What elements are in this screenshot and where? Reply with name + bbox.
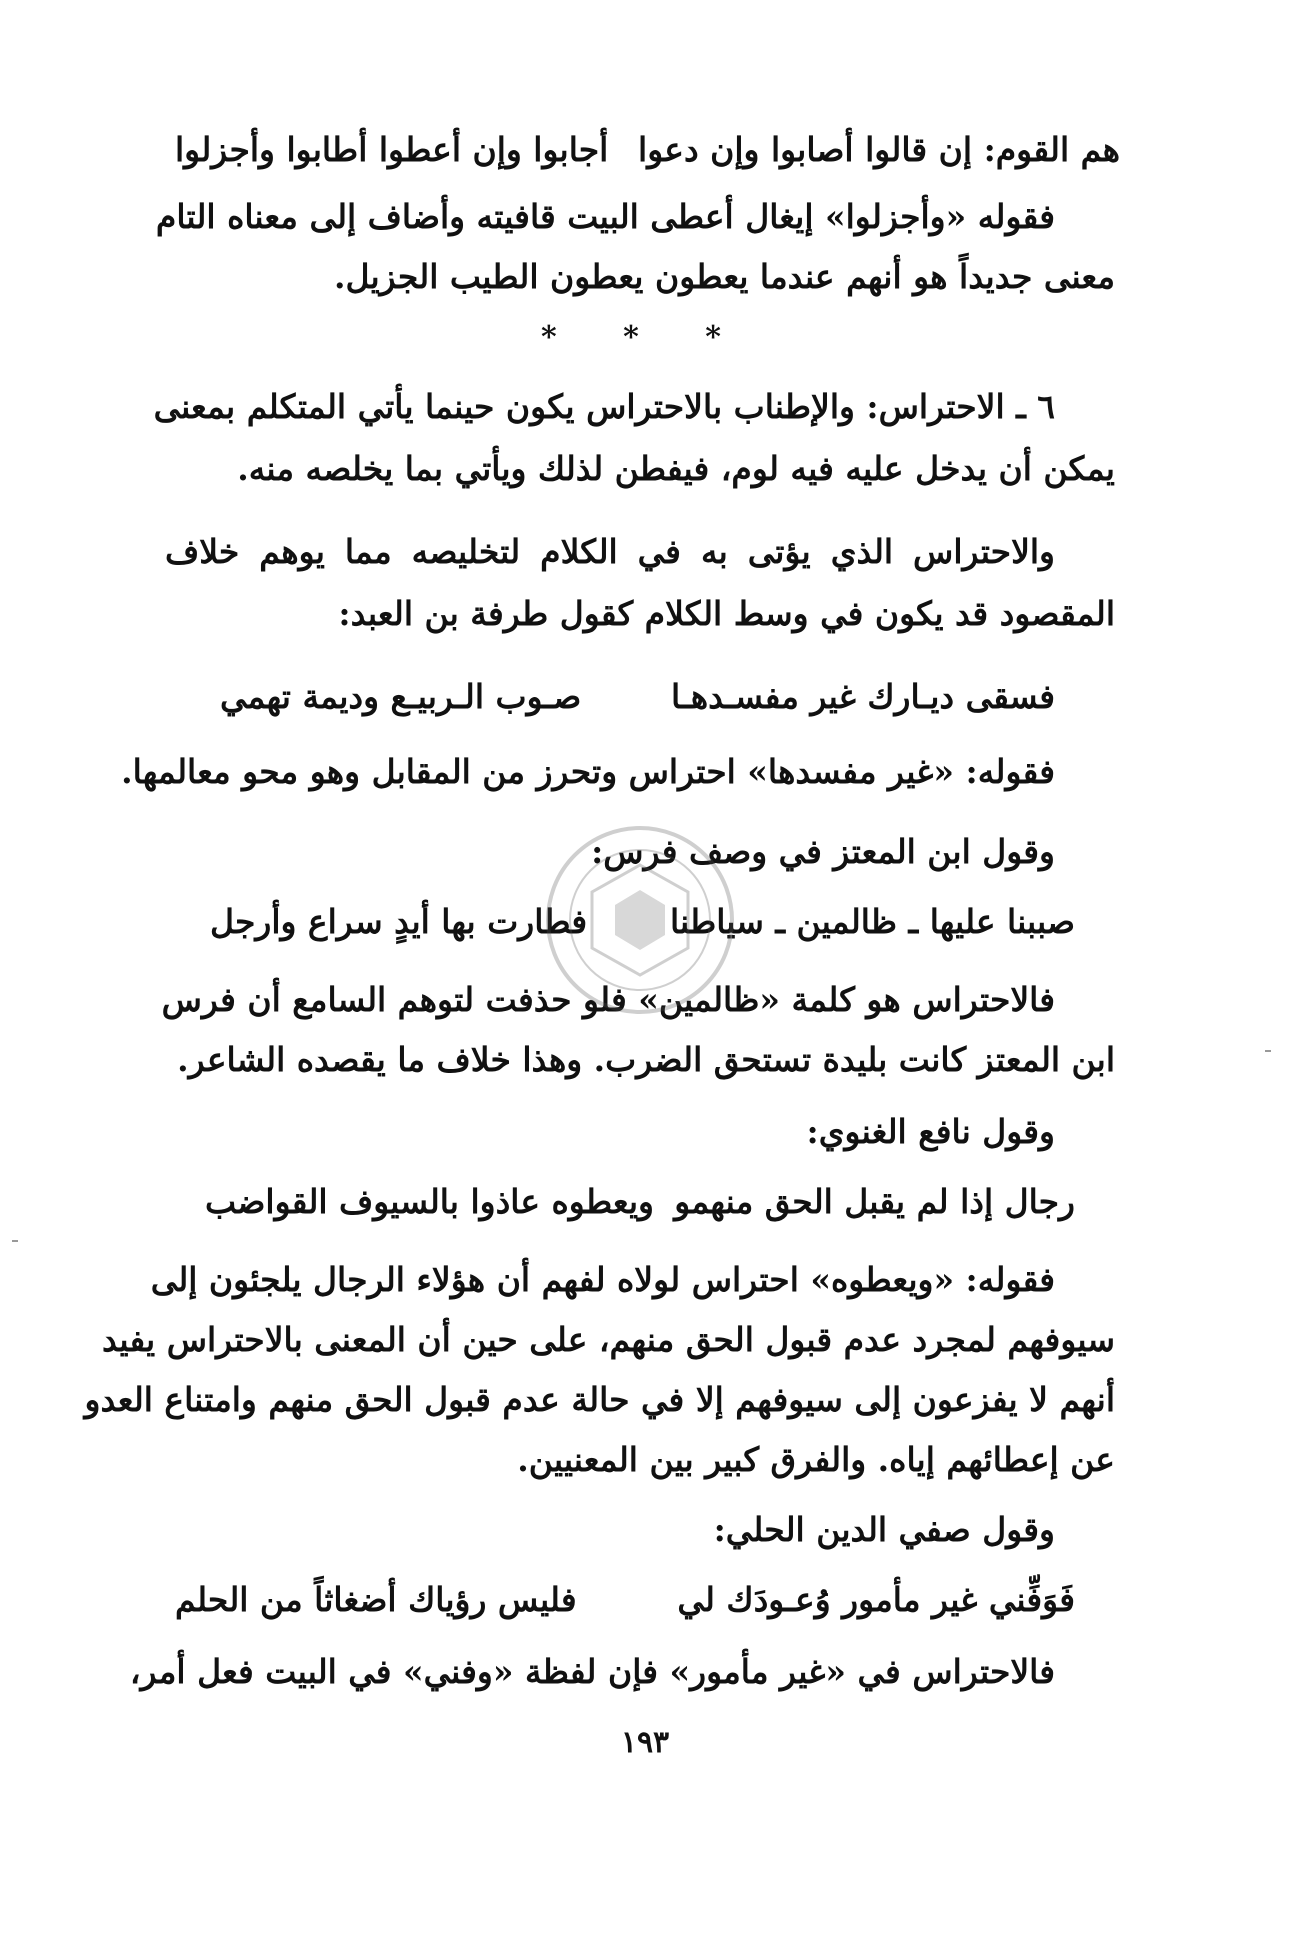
verse-4-first-hemistich: رجال إذا لم يقبل الحق منهمو [674, 1182, 1075, 1221]
verse-5-first-hemistich: فَوَفِّني غير مأمور وُعـودَك لي [677, 1580, 1075, 1619]
paragraph-line: يمكن أن يدخل عليه فيه لوم، فيفطن لذلك ويأتي بما يخلصه منه. [237, 449, 1115, 488]
paragraph-line: ابن المعتز كانت بليدة تستحق الضرب. وهذا خلاف ما يقصده الشاعر. [177, 1040, 1115, 1079]
verse-3-second-hemistich: فطارت بها أيدٍ سراع وأرجل [210, 902, 588, 941]
paragraph-line: وقول صفي الدين الحلي: [713, 1510, 1055, 1549]
paragraph-line: فقوله: «ويعطوه» احتراس لولاه لفهم أن هؤلاء الرجال يلجئون إلى [150, 1260, 1055, 1299]
verse-2-first-hemistich: فسقى ديـارك غير مفسـدهـا [671, 677, 1055, 716]
verse-3-first-hemistich: صببنا عليها ـ ظالمين ـ سياطنا [669, 902, 1075, 941]
paragraph-line: سيوفهم لمجرد عدم قبول الحق منهم، على حين أن المعنى بالاحتراس يفيد [102, 1320, 1115, 1359]
paragraph-line: أنهم لا يفزعون إلى سيوفهم إلا في حالة عدم قبول الحق منهم وامتناع العدو [84, 1380, 1115, 1419]
page-number: ١٩٣ [620, 1725, 670, 1760]
verse-4-second-hemistich: ويعطوه عاذوا بالسيوف القواضب [205, 1182, 654, 1221]
paragraph-line: وقول نافع الغنوي: [806, 1112, 1055, 1151]
paragraph-line: عن إعطائهم إياه. والفرق كبير بين المعنيين. [517, 1440, 1115, 1479]
paragraph-line: معنى جديداً هو أنهم عندما يعطون يعطون الطيب الجزيل. [333, 257, 1115, 296]
library-stamp-watermark [540, 820, 740, 1020]
paragraph-line: فالاحتراس هو كلمة «ظالمين» فلو حذفت لتوهم السامع أن فرس [161, 980, 1055, 1019]
paragraph-line: فالاحتراس في «غير مأمور» فإن لفظة «وفني» في البيت فعل أمر، [129, 1652, 1055, 1691]
paragraph-line: فقوله: «غير مفسدها» احتراس وتحرز من المقابل وهو محو معالمها. [121, 752, 1055, 791]
paragraph-line: فقوله «وأجزلوا» إيغال أعطى البيت قافيته وأضاف إلى معناه التام [155, 197, 1055, 236]
paragraph-line: وقول ابن المعتز في وصف فرس: [591, 832, 1055, 871]
scan-speck [1265, 1050, 1271, 1052]
verse-line-1-first-hemistich: هم القوم: إن قالوا أصابوا وإن دعوا [638, 130, 1120, 169]
paragraph-line: المقصود قد يكون في وسط الكلام كقول طرفة بن العبد: [338, 594, 1115, 633]
section-heading-line: ٦ ـ الاحتراس: والإطناب بالاحتراس يكون حينما يأتي المتكلم بمعنى [153, 387, 1055, 426]
scan-speck [12, 1240, 18, 1242]
section-separator: * * * [541, 320, 749, 355]
verse-line-1-second-hemistich: أجابوا وإن أعطوا أطابوا وأجزلوا [175, 130, 609, 169]
verse-2-second-hemistich: صـوب الـربيـع وديمة تهمي [220, 677, 582, 716]
verse-5-second-hemistich: فليس رؤياك أضغاثاً من الحلم [175, 1580, 577, 1619]
paragraph-line: والاحتراس الذي يؤتى به في الكلام لتخليصه مما يوهم خلاف [165, 532, 1055, 571]
